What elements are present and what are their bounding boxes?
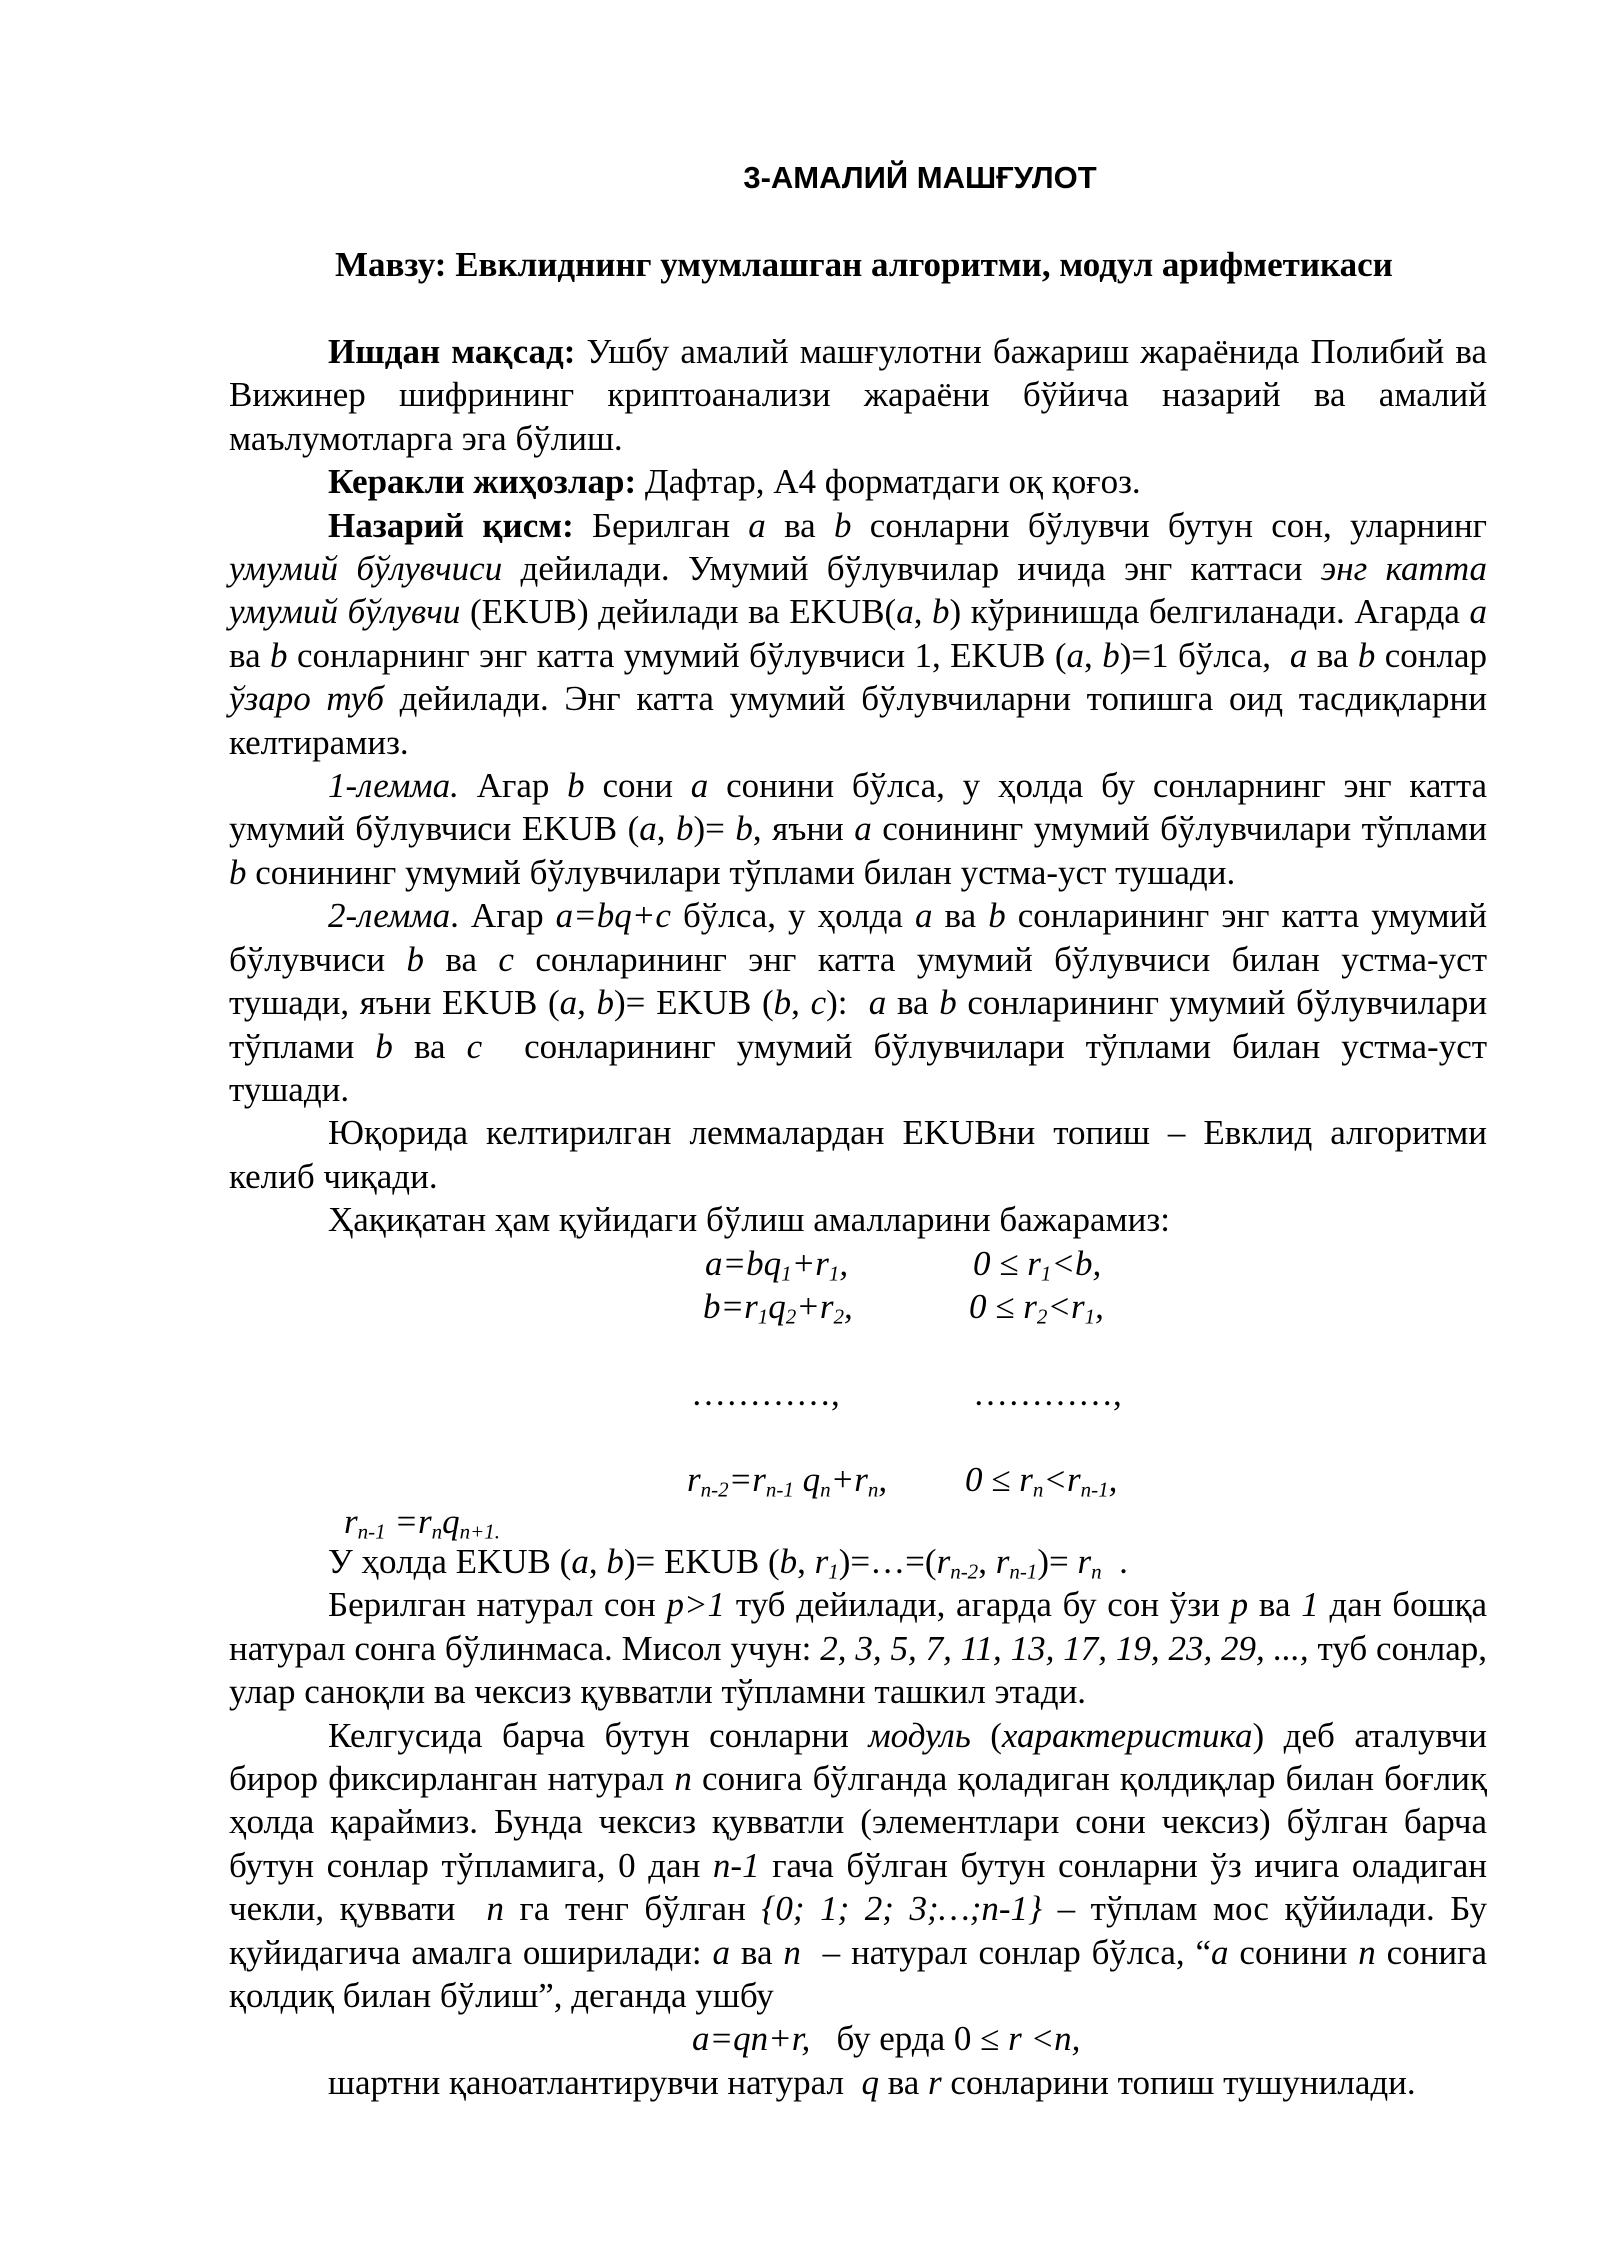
- formula-line-last: [229, 1500, 1487, 1544]
- modulus-paragraph: Келгусида барча бутун сонларни модуль (характеристика) деб аталувчи бирор фиксирланган натурал n сонига бўлганда қоладиган қолдиқлар билан боғлиқ ҳолда қараймиз. Бунда чексиз қувватли (элементлари сони чексиз) бўлган барча бутун сонлар тўпламига, 0 дан n-1 гача бўлган бутун сонларни ўз ичига оладиган чекли, қуввати n га тенг бўлган {0; 1; 2; 3;…;n-1} – тўплам мос қўйилади. Бу қуйидагича амалга оширилади: a ва n – натурал сонлар бўлса, “a сонини n сонига қолдиқ билан бўлиш”, деганда ушбу: [229, 1715, 1488, 2015]
- var-b: b: [596, 983, 615, 1023]
- text-span: ,: [656, 809, 666, 849]
- text-span: туб сонлар, улар саноқли ва чексиз қувватли тўпламни ташкил этади.: [229, 1628, 1488, 1712]
- goal-paragraph: [229, 330, 1487, 460]
- page-title: 3-АМАЛИЙ МАШҒУЛОТ: [743, 160, 1097, 195]
- var-b: b: [939, 983, 957, 1023]
- text-span: сонига қолдиқ билан бўлиш”, деганда ушбу: [229, 1932, 1488, 2015]
- text-span: )=…=(: [838, 1541, 937, 1581]
- var-a: a: [748, 505, 766, 545]
- equipment-label: Керакли жиҳозлар:: [328, 462, 637, 502]
- var-b: b: [735, 809, 753, 849]
- var-a: a: [1066, 635, 1085, 675]
- text-span: сонлар: [1384, 635, 1488, 675]
- goal-label: Ишдан мақсад:: [328, 332, 576, 371]
- text-span: сонига бўлганда қоладиган қолдиқлар билан боғлиқ ҳолда қараймиз. Бунда чексиз қувватли (элементлари сони чексиз) бўлган барча бутун сонлар тўпламига, 0 дан: [229, 1758, 1488, 1885]
- text-span: ва: [740, 1932, 773, 1972]
- text-span: сонларининг энг катта умумий бўлувчиси: [229, 896, 1488, 979]
- text-span: ва: [1316, 635, 1349, 675]
- text-span: )=: [693, 809, 725, 849]
- text-span: сонининг умумий бўлувчилари тўплами билан устма-уст тушади.: [255, 852, 1236, 892]
- text-span: дан бошқа натурал сонга бўлинмаса. Мисол учун:: [229, 1585, 1488, 1668]
- var-n: n: [486, 1889, 504, 1929]
- var-b: b: [1357, 635, 1376, 675]
- var-a: a: [868, 983, 887, 1023]
- formula-left: [692, 2017, 1080, 2060]
- var-b: b: [834, 505, 852, 545]
- text-span: сонларнинг энг катта умумий бўлувчиси 1, EKUB (: [296, 635, 1067, 675]
- text-span: ва: [887, 2062, 920, 2102]
- lemma2-label: 2-лемма: [328, 896, 451, 936]
- text-span: сонларининг энг катта умумий бўлувчиси билан устма-уст тушади, яъни EKUB (: [229, 939, 1488, 1023]
- text-span: сони: [602, 766, 673, 806]
- text-span: )=: [1037, 1541, 1069, 1581]
- var-n: n: [783, 1932, 801, 1972]
- spacer: [229, 1328, 1487, 1371]
- text-span: ва: [784, 505, 816, 545]
- var-b: b: [375, 1026, 393, 1066]
- dots-left: …………,: [691, 1373, 840, 1413]
- var-b: b: [229, 852, 247, 892]
- text-span: (EKUB) дейилади ва EKUB(: [470, 592, 897, 632]
- text-span: ,: [913, 592, 923, 632]
- equipment-paragraph: [229, 460, 1487, 503]
- dots-right: …………,: [973, 1373, 1122, 1413]
- var-b: b: [988, 896, 1006, 936]
- leq-symbol: ≤: [995, 1286, 1015, 1326]
- var-a: a: [559, 983, 578, 1023]
- text-span: сонини бўлса, у ҳолда бу сонларнинг энг катта умумий бўлувчиси EKUB (: [229, 766, 1488, 849]
- text-span: Берилган натурал сон: [328, 1585, 656, 1625]
- eq-r-lt-n: r <n,: [1008, 2019, 1081, 2059]
- number-one: 1: [1301, 1585, 1319, 1625]
- formula-line-1: [229, 1242, 1487, 1285]
- division-with-remainder-formula: [229, 2017, 1487, 2060]
- text-span: бўлса, у ҳолда: [682, 896, 903, 936]
- theory-label: Назарий қисм:: [328, 505, 574, 545]
- lemma1-label: 1-лемма.: [328, 766, 459, 806]
- formula-left: $r_{n-2}=r_{n-1}$ $q_n+r_n$,: [687, 1460, 888, 1502]
- formula-right: $0 \le r_n<r_{n-1}$,: [965, 1460, 1118, 1502]
- var-n-minus-1: n-1: [712, 1845, 760, 1885]
- term-characteristic: характеристика: [1001, 1715, 1253, 1755]
- theory-paragraph: [229, 504, 1487, 764]
- text-span: ва: [229, 635, 261, 675]
- term-modulus: модуль: [868, 1715, 971, 1755]
- text-span: ва: [1258, 1585, 1291, 1625]
- prime-condition: p>1: [666, 1585, 726, 1625]
- var-a: a: [571, 1541, 589, 1581]
- text-span: деб аталувчи бирор фиксирланган натурал: [229, 1715, 1488, 1798]
- text-span: сонларининг умумий бўлувчилари тўплами билан устма-уст тушади.: [229, 1026, 1488, 1109]
- text-span: дейилади. Умумий бўлувчилар ичида энг каттаси: [520, 549, 1303, 589]
- text-span: бу ерда 0: [836, 2019, 972, 2059]
- text-span: сонларни бўлувчи бутун сон, уларнинг: [869, 505, 1488, 545]
- text-span: туб дейилади, агарда бу сон ўзи: [735, 1585, 1220, 1625]
- text-span: ва: [944, 896, 977, 936]
- var-a: a: [914, 896, 933, 936]
- text-span: натурал сонлар бўлса, “: [851, 1932, 1212, 1972]
- text-span: ,: [577, 983, 586, 1023]
- var-b: b: [567, 766, 585, 806]
- text-span: сонларининг умумий бўлувчилари тўплами: [229, 983, 1488, 1066]
- var-a: a: [896, 592, 914, 632]
- var-b: b: [773, 983, 792, 1023]
- text-span: Берилган: [592, 505, 730, 545]
- text-span: ) кўринишда белгиланади. Агарда: [949, 592, 1460, 632]
- var-b: b: [676, 809, 694, 849]
- text-span: ):: [826, 983, 848, 1023]
- text-span: . Агар: [450, 896, 544, 936]
- text-span: ва: [413, 1026, 446, 1066]
- formula-dots-line: [229, 1372, 1487, 1415]
- formula-right: $0 \le r_2<r_1$,: [969, 1286, 1104, 1329]
- leq-symbol: ≤: [991, 1460, 1011, 1500]
- formula-left: $a=bq_1+r_1$,: [705, 1243, 849, 1285]
- formula-right: $0 \le r_1<b$,: [973, 1243, 1102, 1285]
- spacer: [229, 1415, 1487, 1458]
- lemma2-paragraph: [229, 894, 1487, 1111]
- var-q: q: [861, 2062, 879, 2102]
- equipment-text: Дафтар, А4 форматдаги оқ қоғоз.: [644, 462, 1141, 502]
- var-c: c: [810, 983, 827, 1023]
- lemma1-paragraph: [229, 764, 1487, 894]
- var-a: a: [712, 1932, 731, 1972]
- text-span: , яъни: [752, 809, 844, 849]
- text-span: ,: [588, 1541, 598, 1581]
- text-span: сонини: [1239, 1932, 1348, 1972]
- var-a: a: [1469, 592, 1488, 632]
- text-span: га тенг бўлган: [519, 1889, 746, 1929]
- var-a: a: [1289, 635, 1308, 675]
- var-b: b: [1102, 635, 1120, 675]
- text-span: ва: [896, 983, 929, 1023]
- var-r: r: [928, 2062, 942, 2102]
- leq-symbol: ≤: [999, 1243, 1019, 1283]
- text-span: ва: [445, 939, 477, 979]
- prime-paragraph: [229, 1583, 1487, 1713]
- text-span: гача бўлган бутун сонларни ўз ичига оладиган чекли, қуввати: [229, 1845, 1488, 1929]
- text-span: У ҳолда EKUB (: [328, 1541, 572, 1581]
- var-b: b: [932, 592, 950, 632]
- term-common-divisor: умумий бўлувчиси: [229, 549, 503, 589]
- text-span: ,: [1084, 635, 1093, 675]
- text-span: )= EKUB (: [614, 983, 774, 1023]
- lemma2-equation: a=bq+c: [555, 896, 671, 936]
- var-a: a: [854, 809, 872, 849]
- formula-left: $r_{n-1} =r_nq_{n+1.}$: [344, 1501, 501, 1544]
- leq-symbol: ≤: [980, 2019, 1000, 2059]
- text-span: – тўплам мос қўйилади. Бу қуйидагича амалга оширилади:: [229, 1889, 1488, 1972]
- text-span: )=1 бўлса,: [1119, 635, 1272, 675]
- text-span: шартни қаноатлантирувчи натурал: [328, 2062, 844, 2102]
- text-span: Агар: [476, 766, 550, 806]
- gcd-result-paragraph: У ҳолда EKUB (a, b)= EKUB (b, $r_1)=\dots=(r_{n-2}$, $r_{n-1})= r_n$ .: [328, 1541, 1128, 1584]
- var-c: c: [498, 939, 514, 979]
- var-b: b: [606, 1541, 624, 1581]
- topic-heading: Мавзу: Евклиднинг умумлашган алгоритми, модул арифметикаси: [335, 245, 1393, 284]
- var-a: a: [1211, 1932, 1229, 1972]
- euclid-intro-paragraph: Юқорида келтирилган леммалардан EKUBни топиш – Евклид алгоритми келиб чиқади.: [229, 1113, 1487, 1196]
- var-c: c: [466, 1026, 483, 1066]
- goal-text: Ушбу амалий машғулотни бажариш жараёнида Полибий ва Вижинер шифрининг криптоанализи жараёни бўйича назарий ва амалий маълумотларга эга бўлиш.: [229, 332, 1487, 458]
- var-n: n: [1358, 1932, 1376, 1972]
- text-span: сонларини топиш тушунилади.: [950, 2062, 1416, 2102]
- var-b: b: [406, 939, 424, 979]
- residue-set: {0; 1; 2; 3;…;n-1}: [761, 1889, 1043, 1929]
- var-p: p: [1230, 1585, 1249, 1625]
- prime-list: 2, 3, 5, 7, 11, 13, 17, 19, 23, 29, ...,: [820, 1628, 1309, 1668]
- eq-qn-r: a=qn+r,: [692, 2019, 811, 2059]
- text-span: ,: [791, 983, 800, 1023]
- var-a: a: [639, 809, 657, 849]
- text-span: дейилади. Энг катта умумий бўлувчиларни топишга оид тасдиқларни келтирамиз.: [229, 679, 1488, 762]
- term-coprime: ўзаро туб: [229, 679, 384, 719]
- var-a: a: [690, 766, 709, 806]
- formula-line-2: [229, 1285, 1487, 1328]
- term-gcd: энг катта умумий бўлувчи: [229, 549, 1488, 632]
- text-span: сонининг умумий бўлувчилари тўплами: [882, 809, 1487, 849]
- document-body: [229, 330, 1487, 2104]
- division-intro-paragraph: Ҳақиқатан ҳам қуйидаги бўлиш амалларини бажарамиз:: [328, 1200, 1170, 1240]
- formula-left: $b=r_1q_2+r_2$,: [703, 1286, 853, 1329]
- text-span: Келгусида барча бутун сонларни: [328, 1715, 849, 1755]
- text-span: )= EKUB (: [623, 1541, 780, 1581]
- var-b: b: [270, 635, 288, 675]
- formula-line-n: [229, 1458, 1487, 1501]
- final-paragraph: [229, 2061, 1487, 2104]
- var-n: n: [674, 1758, 692, 1798]
